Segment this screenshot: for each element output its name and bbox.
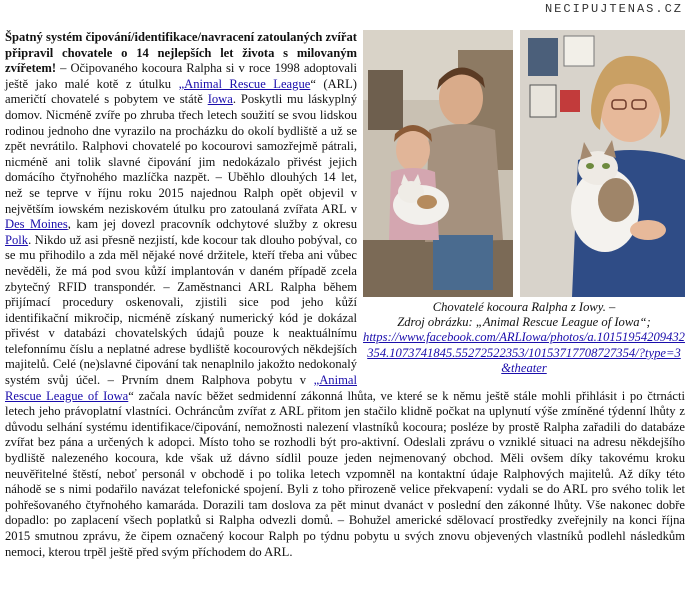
article-lead: Špatný systém čipování/identifikace/navracení zatoulaných zvířat připravil chovatele o 14 nejlepších let života s milovaným zvířetem! [5, 30, 357, 76]
link-animal-rescue-league[interactable]: „Animal Rescue League [178, 76, 311, 91]
photo-children-with-cat [363, 30, 513, 297]
text-3: . Poskytli mu láskyplný domov. Nicméně zvíře po zhruba třech letech soužití se svou lidskou rodinou jednoho dne vyrazilo na procházku do okolí bydliště a už se zpět nevrátilo. Ralphovi chovatelé po kocourovi samozřejmě pátrali, nicméně ani tolik slavné čipování jim nedokázalo přivést jejich domácího čtyřnohého mazlíčka nazpět. – Uběhlo dlouhých 14 let, než se teprve v říjnu roku 2015 najednou Ralph opět objevil v největším iowském neziskovém útulku pro zatoulaná zvířata ARL v [5, 92, 357, 216]
text-2: “ (ARL) američtí chovatelé s pobytem ve státě [5, 76, 357, 107]
caption-line-1: Chovatelé kocoura Ralpha z Iowy. – [432, 300, 616, 314]
photo-woman-illustration [520, 30, 685, 297]
photo-children-illustration [363, 30, 513, 297]
text-6: “ začala navíc běžet sedmidenní zákonná lhůta, ve které se k němu ještě stále mohli přihlásit i po čtrnácti letech jeho právoplatní vlastníci. Ochráncům zvířat z ARL přitom jen stačilo klidně počkat na uplynutí výše zmíněné týdenní lhůty z důvodu selhání systému identifikace/čipování, nemožnosti nalezení vlastníků kocoura; posléze by prostě Ralpha zařadili do databáze zvířat bez pána a určených k adopci. Místo toho se rozhodli být pro-aktivní. Odeslali zprávu o vzniklé situaci na adresu někdejšího bydliště nalezeného kocoura, kde však už dávno sídlil pouze jeden nejmenovaný obchod. Měli ovšem díky takovému kroku neuvěřitelné štěstí, neboť personál v obchodě i po tolika letech vzpomněl na kontaktní údaje Ralphových majitelů. Až díky této náhodě se s nimi podařilo navázat telefonické spojení. Byli z toho přirozeně velice překvapení: vydali se do ARL pro svého tolik let pohřešovaného čtyřnohého kamaráda. Dorazili tam doslova za pět minut dvanáct v poslední den zákonné lhůty. Vše nakonec dobře dopadlo: po zaplacení všech poplatků si Ralpha odvezli domů. – Bohužel americké sdělovací prostředky zveřejnily na konci října 2015 smutnou zprávu, že čipem označený kocour Ralph po týdnu pobytu u svých znovu objevených vlastníků podlehl následkům nemoci, kterou trpěl ještě před svým příchodem do ARL. [5, 388, 685, 559]
photo-woman-with-cat [520, 30, 685, 297]
text-4: , kam jej dovezl pracovník odchytové služby z okresu [67, 217, 357, 232]
caption-line-2: Zdroj obrázku: „Animal Rescue League of Iowa“; [397, 315, 651, 330]
link-polk[interactable]: Polk [5, 232, 29, 247]
figure-caption [363, 300, 685, 376]
text-5: . Nikdo už asi přesně nezjistí, kde kocour tak dlouho pobýval, co se mu přihodilo a zda měl nějaké nové držitele, kteří třeba ani vůbec nevěděli, že má pod svou kůží implantován v daném případě zcela zbytečný RFID transpondér. – Zaměstnanci ARL Ralpha během přijímací procedury oskenovali, zjistili sice pod jeho kůží identifikační mikročip, nicméně získaný numerický kód je dokázal přivést v databázi chovatelských údajů pouze k neaktuálnímu telefonnímu číslu a neplatné adrese bydliště kocourových někdejších majitelů. Celé (ne)slavné čipování tak nenaplnilo jakožto nedokonalý systém svůj účel. – Prvním dnem Ralphova pobytu v [5, 232, 357, 388]
link-des-moines[interactable]: Des Moines [5, 217, 68, 232]
article-figure [363, 30, 685, 375]
text-1: – Očipovaného kocoura Ralpha si v roce 1998 adoptovali ještě jako malé kotě z útulku [5, 61, 357, 91]
link-animal-rescue-league-of-iowa[interactable]: „Animal Rescue League of Iowa [5, 373, 357, 403]
site-watermark: NECIPUJTENAS.CZ [544, 2, 683, 16]
caption-source-link[interactable]: https://www.facebook.com/ARLIowa/photos/a.10151954209432354.1073741845.55272522353/10153717708727354/?type=3&theater [363, 330, 685, 375]
article-body [5, 30, 685, 560]
photo-pair [363, 30, 685, 297]
link-iowa[interactable]: Iowa [207, 92, 233, 107]
